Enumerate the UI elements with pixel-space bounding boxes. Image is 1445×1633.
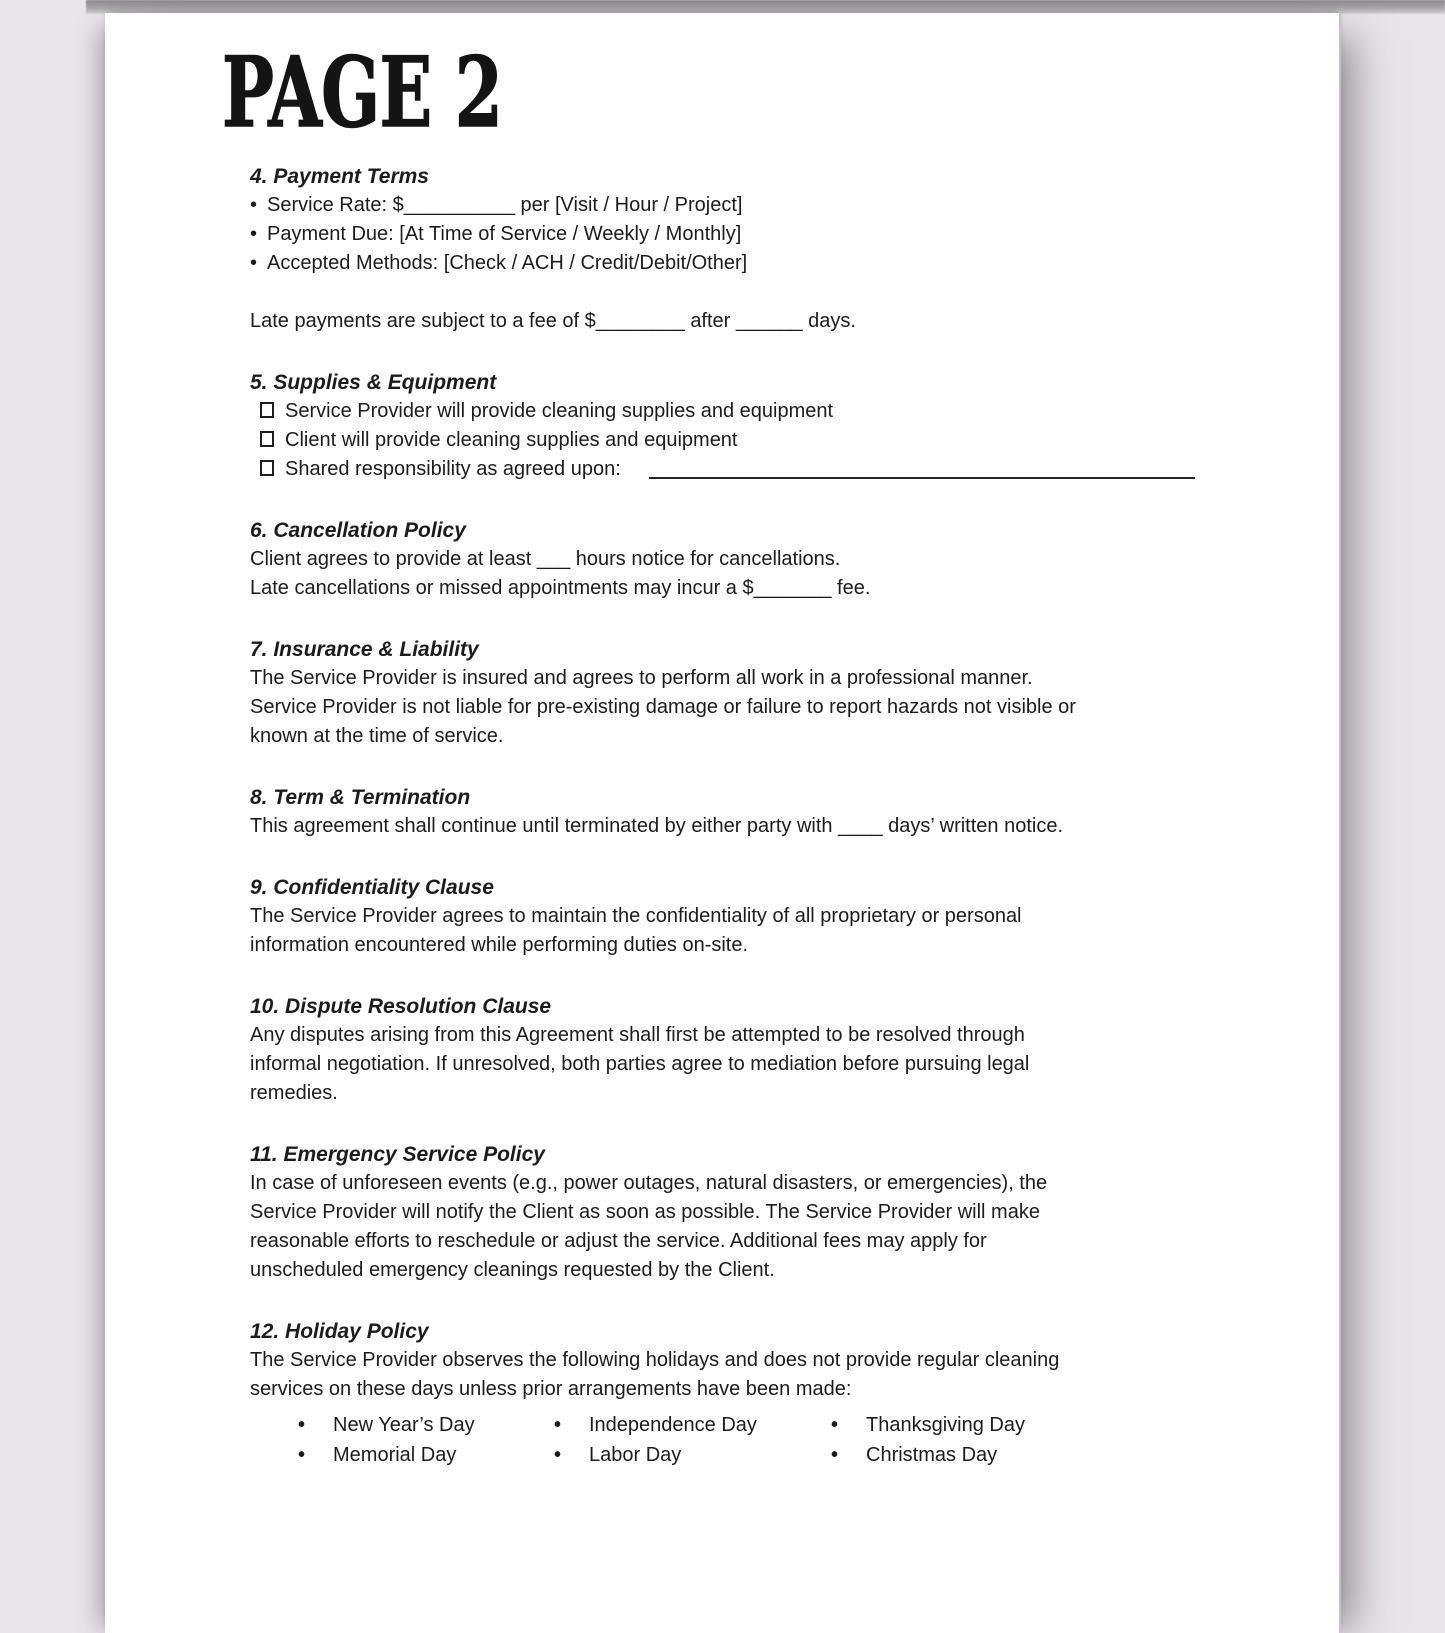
line-text: information encountered while performing duties on-site. [250, 934, 749, 956]
paper-top-shadow [86, 0, 1445, 14]
line-text: Service Rate: $__________ per [Visit / Hour / Project] [267, 194, 743, 216]
line-text: Payment Due: [At Time of Service / Weekly / Monthly] [267, 223, 742, 245]
checkbox-icon[interactable] [260, 402, 274, 418]
section-heading: 7. Insurance & Liability [250, 638, 479, 661]
text-line [250, 931, 1195, 960]
line-text: The Service Provider observes the following holidays and does not provide regular cleaning [250, 1349, 1060, 1371]
holiday-list-item [298, 1410, 554, 1440]
bullet-icon: • [250, 252, 258, 274]
text-line [250, 307, 1195, 336]
holiday-name: Memorial Day [333, 1444, 457, 1466]
line-text: In case of unforeseen events (e.g., power outages, natural disasters, or emergencies), the [250, 1172, 1048, 1194]
holiday-column [554, 1410, 831, 1470]
section-holiday-policy [250, 1317, 1195, 1470]
text-line [250, 1346, 1195, 1375]
bullet-icon: • [831, 1444, 839, 1466]
section-heading: 6. Cancellation Policy [250, 519, 466, 542]
paper-page [105, 13, 1341, 1633]
text-line [250, 1227, 1195, 1256]
bullet-icon: • [298, 1444, 306, 1466]
section-dispute-resolution-clause [250, 992, 1195, 1108]
line-text: Service Provider is not liable for pre-existing damage or failure to report hazards not visible or [250, 696, 1076, 718]
section-emergency-service-policy [250, 1140, 1195, 1285]
line-text: Service Provider will notify the Client as soon as possible. The Service Provider will make [250, 1201, 1040, 1223]
line-text: Accepted Methods: [Check / ACH / Credit/Debit/Other] [267, 252, 748, 274]
line-text: unscheduled emergency cleanings requested by the Client. [250, 1259, 775, 1281]
blank-fill-line[interactable] [649, 477, 1195, 479]
line-text: Late payments are subject to a fee of $________ after ______ days. [250, 310, 856, 332]
section-term-termination [250, 783, 1195, 841]
page-title: PAGE 2 [222, 36, 503, 149]
line-text: The Service Provider is insured and agrees to perform all work in a professional manner. [250, 667, 1033, 689]
text-line [250, 722, 1195, 751]
holiday-list [298, 1410, 1195, 1470]
line-text: remedies. [250, 1082, 338, 1104]
bullet-icon: • [831, 1414, 839, 1436]
paragraph-gap [250, 278, 1195, 307]
line-text: The Service Provider agrees to maintain the confidentiality of all proprietary or personal [250, 905, 1022, 927]
bullet-item [250, 249, 1195, 278]
section-heading: 5. Supplies & Equipment [250, 371, 497, 394]
checkbox-item [250, 397, 1195, 426]
line-text: reasonable efforts to reschedule or adjust the service. Additional fees may apply for [250, 1230, 987, 1252]
section-heading: 11. Emergency Service Policy [250, 1143, 545, 1166]
text-line [250, 1375, 1195, 1404]
checkbox-icon[interactable] [260, 460, 274, 476]
section-insurance-liability [250, 635, 1195, 751]
bullet-icon: • [554, 1444, 562, 1466]
holiday-name: New Year’s Day [333, 1414, 475, 1436]
holiday-name: Thanksgiving Day [866, 1414, 1025, 1436]
line-text: This agreement shall continue until terminated by either party with ____ days’ written notice. [250, 815, 1064, 837]
section-heading: 9. Confidentiality Clause [250, 876, 494, 899]
document-sections [105, 162, 1339, 1470]
holiday-name: Christmas Day [866, 1444, 998, 1466]
holiday-name: Independence Day [589, 1414, 757, 1436]
line-text: Shared responsibility as agreed upon: [285, 458, 621, 480]
section-cancellation-policy [250, 516, 1195, 603]
checkbox-icon[interactable] [260, 431, 274, 447]
text-line [250, 1050, 1195, 1079]
holiday-column [298, 1410, 554, 1470]
section-heading: 10. Dispute Resolution Clause [250, 995, 552, 1018]
holiday-list-item [831, 1410, 1025, 1440]
bullet-icon: • [298, 1414, 306, 1436]
line-text: known at the time of service. [250, 725, 504, 747]
text-line [250, 1169, 1195, 1198]
line-text: Any disputes arising from this Agreement shall first be attempted to be resolved through [250, 1024, 1025, 1046]
bullet-icon: • [250, 194, 258, 216]
line-text: services on these days unless prior arrangements have been made: [250, 1378, 852, 1400]
bullet-icon: • [250, 223, 258, 245]
holiday-list-item [554, 1410, 831, 1440]
text-line [250, 1256, 1195, 1285]
text-line [250, 664, 1195, 693]
holiday-column [831, 1410, 1025, 1470]
text-line [250, 574, 1195, 603]
bullet-icon: • [554, 1414, 562, 1436]
section-heading: 4. Payment Terms [250, 165, 429, 188]
line-text: Late cancellations or missed appointments may incur a $_______ fee. [250, 577, 871, 599]
section-heading: 12. Holiday Policy [250, 1320, 429, 1343]
text-line [250, 693, 1195, 722]
text-line [250, 545, 1195, 574]
section-supplies-equipment [250, 368, 1195, 484]
text-line [250, 1021, 1195, 1050]
bullet-item [250, 220, 1195, 249]
text-line [250, 812, 1195, 841]
line-text: Client agrees to provide at least ___ hours notice for cancellations. [250, 548, 841, 570]
line-text: Client will provide cleaning supplies and equipment [285, 429, 738, 451]
line-text: Service Provider will provide cleaning supplies and equipment [285, 400, 834, 422]
section-payment-terms [250, 162, 1195, 336]
line-text: informal negotiation. If unresolved, both parties agree to mediation before pursuing legal [250, 1053, 1030, 1075]
text-line [250, 1198, 1195, 1227]
holiday-name: Labor Day [589, 1444, 682, 1466]
section-heading: 8. Term & Termination [250, 786, 471, 809]
text-line [250, 902, 1195, 931]
bullet-item [250, 191, 1195, 220]
checkbox-item [250, 455, 1195, 484]
text-line [250, 1079, 1195, 1108]
section-confidentiality-clause [250, 873, 1195, 960]
checkbox-item [250, 426, 1195, 455]
